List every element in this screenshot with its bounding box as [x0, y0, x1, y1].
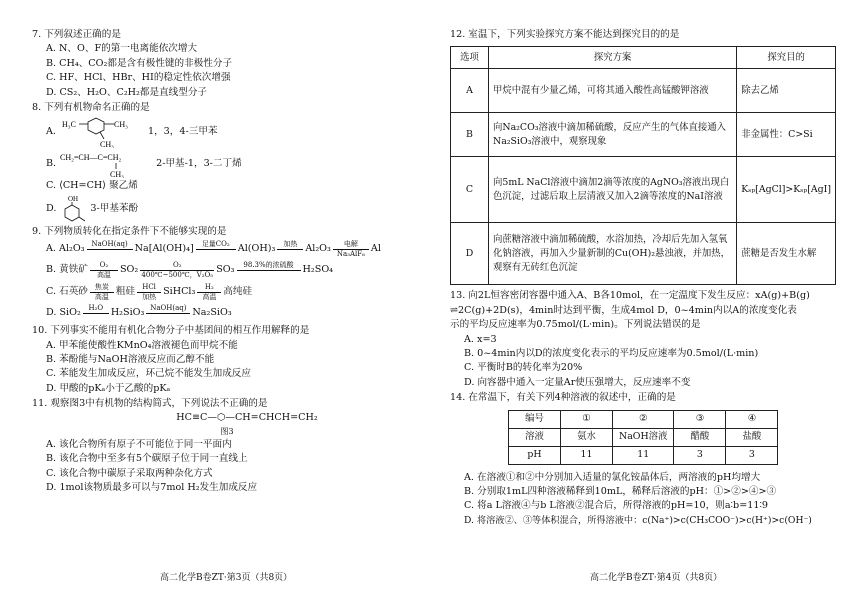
- option-a: A. N、O、F的第一电离能依次增大: [46, 43, 198, 55]
- table-cell: 11: [561, 446, 613, 464]
- condition: NaOH(aq): [150, 303, 187, 312]
- table-cell: Kₛₚ[AgCl]>Kₛₚ[AgI]: [737, 157, 836, 223]
- table-cell: 氨水: [561, 428, 613, 446]
- question-14: [450, 391, 836, 527]
- table-cell: 向Na₂CO₃溶液中滴加稀硫酸，反应产生的气体直接通入Na₂SiO₃溶液中，观察现象: [489, 113, 737, 157]
- option-c: C. ⟨CH=CH⟩ 聚乙烯: [46, 180, 138, 192]
- option-b: B. 0~4min内以D的浓度变化表示的平均反应速率为0.5mol/(L·min): [464, 347, 759, 359]
- condition: NaOH(aq): [91, 239, 128, 248]
- table-cell: 向5mL NaCl溶液中滴加2滴等浓度的AgNO₃溶液出现白色沉淀，过滤后取上层清液又加入2滴等浓度的NaI溶液: [489, 157, 737, 223]
- option-b: B. CH₄、CO₂都是含有极性键的非极性分子: [46, 57, 233, 69]
- option-c: C. 该化合物中碳原子采取两种杂化方式: [46, 467, 213, 479]
- table-cell: 盐酸: [726, 428, 778, 446]
- page-footer-left: 高二化学B卷ZT·第3页（共8页）: [160, 573, 293, 583]
- table-cell: C: [451, 157, 489, 223]
- svg-text:CH₃: CH₃: [110, 170, 125, 179]
- methylbutadiene-structure: [60, 150, 156, 178]
- question-7: [32, 28, 422, 100]
- left-column: [32, 28, 422, 496]
- option-c: C. 苯能发生加成反应，环己烷不能发生加成反应: [46, 368, 251, 380]
- reaction-arrow: [90, 262, 118, 279]
- table-cell: 醋酸: [674, 428, 726, 446]
- table-cell: NaOH溶液: [613, 428, 674, 446]
- table-cell: ④: [726, 410, 778, 428]
- methylphenol-structure: [60, 194, 90, 224]
- option-a: [32, 239, 422, 259]
- species: Na[Al(OH)₄]: [134, 242, 194, 254]
- reaction-arrow: [197, 284, 221, 301]
- option-c: [32, 281, 422, 303]
- table-row: [509, 410, 778, 428]
- species: H₂SiO₃: [110, 306, 145, 318]
- question-9: [32, 225, 422, 323]
- option-b: B. 分别取1mL四种溶液稀释到10mL，稀释后溶液的pH：①>②>④>③: [464, 485, 777, 497]
- reaction-arrow: [277, 241, 303, 258]
- option-name: 2-甲基-1，3-二丁烯: [156, 158, 242, 170]
- question-11: [32, 397, 422, 495]
- species: Al: [370, 242, 381, 254]
- option-label: B.: [46, 158, 57, 170]
- table-cell: B: [451, 113, 489, 157]
- species: SiHCl₃: [163, 285, 196, 297]
- species: C. 石英砂: [46, 285, 88, 297]
- solution-table: [508, 410, 778, 465]
- species: Na₂SiO₃: [192, 306, 232, 318]
- species: 高纯硅: [223, 285, 253, 297]
- species: D. SiO₂: [46, 306, 81, 318]
- option-d: D. 1mol该物质最多可以与7mol H₂发生加成反应: [46, 482, 258, 494]
- reaction-arrow: [237, 262, 301, 279]
- question-stem: 8. 下列有机物命名正确的是: [32, 101, 150, 113]
- table-cell: ③: [674, 410, 726, 428]
- option-c: C. 平衡时B的转化率为20%: [464, 362, 583, 374]
- reaction-arrow: [333, 241, 369, 258]
- question-13: [450, 289, 836, 390]
- table-cell: 蔗糖是否发生水解: [737, 223, 836, 285]
- table-cell: D: [451, 223, 489, 285]
- svg-text:CH₃: CH₃: [99, 140, 114, 149]
- table-row: [451, 113, 836, 157]
- table-cell: ①: [561, 410, 613, 428]
- table-header-row: [451, 47, 836, 69]
- species: B. 黄铁矿: [46, 263, 88, 275]
- right-column: [450, 28, 836, 528]
- table-row: [451, 69, 836, 113]
- experiment-table: [450, 46, 836, 285]
- condition: Na₃AlF₆: [336, 249, 365, 258]
- condition: O₂: [99, 260, 109, 269]
- option-c: C. HF、HCl、HBr、HI的稳定性依次增强: [46, 72, 231, 84]
- species: H₂SO₄: [302, 263, 334, 275]
- condition: 400℃~500℃，V₂O₅: [141, 270, 214, 279]
- structure-figure: [32, 411, 422, 437]
- option-a: A. 在溶液①和②中分别加入适量的氯化铵晶体后，两溶液的pH均增大: [464, 471, 761, 483]
- table-cell: A: [451, 69, 489, 113]
- condition: 加热: [142, 292, 157, 301]
- condition: 电解: [343, 239, 358, 248]
- option-d: D. 向容器中通入一定量Ar使压强增大，反应速率不变: [464, 376, 691, 388]
- question-stem: 10. 下列事实不能用有机化合物分子中基团间的相互作用解释的是: [32, 325, 310, 337]
- option-d: D. 甲酸的pKₐ小于乙酸的pKₐ: [46, 382, 171, 394]
- page-footer-right: 高二化学B卷ZT·第4页（共8页）: [590, 573, 723, 583]
- table-cell: 非金属性：C>Si: [737, 113, 836, 157]
- question-12: [450, 28, 836, 285]
- table-cell: 除去乙烯: [737, 69, 836, 113]
- table-cell: 甲烷中混有少量乙烯，可将其通入酸性高锰酸钾溶液: [489, 69, 737, 113]
- reaction-arrow: [83, 305, 109, 322]
- species: Al₂O₃: [305, 242, 331, 254]
- column-header: 探究方案: [489, 47, 737, 69]
- condition: HCl: [142, 282, 156, 291]
- table-row: [509, 446, 778, 464]
- option-a: [32, 115, 422, 149]
- question-stem-cont: ⇌2C(g)+2D(s)，4min时达到平衡，生成4mol D，0~4min内以A的浓度变化表: [450, 304, 797, 316]
- option-b: B. 该化合物中至多有5个碳原子位于同一直线上: [46, 453, 248, 465]
- option-label: D.: [46, 202, 57, 214]
- column-header: 探究目的: [737, 47, 836, 69]
- species: SO₃: [216, 263, 235, 275]
- table-row: [451, 157, 836, 223]
- species: 粗硅: [115, 285, 136, 297]
- table-cell: 11: [613, 446, 674, 464]
- species: Al(OH)₃: [237, 242, 276, 254]
- condition: 焦炭: [94, 282, 109, 291]
- option-b: [32, 259, 422, 281]
- table-cell: 溶液: [509, 428, 561, 446]
- trimethylbenzene-structure: [62, 116, 146, 148]
- reaction-arrow: [140, 262, 214, 279]
- table-row: [509, 428, 778, 446]
- table-cell: 编号: [509, 410, 561, 428]
- question-stem: 12. 室温下，下列实验探究方案不能达到探究目的的是: [450, 29, 680, 40]
- option-a: A. 甲苯能使酸性KMnO₄溶液褪色而甲烷不能: [46, 339, 238, 351]
- option-d: D. 将溶液②、③等体积混合，所得溶液中：c(Na⁺)>c(CH₃COO⁻)>c(H⁺)>c(OH⁻): [464, 514, 812, 526]
- svg-text:H₃C: H₃C: [61, 120, 76, 130]
- species: SO₂: [119, 263, 139, 275]
- question-stem: 14. 在常温下，有关下列4种溶液的叙述中，正确的是: [450, 392, 676, 404]
- reaction-arrow: [87, 241, 133, 258]
- svg-text:OH: OH: [68, 194, 79, 203]
- species: A. Al₂O₃: [46, 242, 85, 254]
- table-cell: 向蔗糖溶液中滴加稀硫酸，水浴加热，冷却后先加入氢氧化钠溶液，再加入少量新制的Cu(OH)₂悬浊液，并加热，观察有无砖红色沉淀: [489, 223, 737, 285]
- option-name: 3-甲基苯酚: [90, 202, 139, 214]
- question-stem: 7. 下列叙述正确的是: [32, 29, 121, 40]
- question-stem: 9. 下列物质转化在指定条件下不能够实现的是: [32, 225, 227, 237]
- reaction-arrow: [137, 284, 161, 301]
- question-stem-cont: 示的平均反应速率为0.75mol/(L·min)。下列说法错误的是: [450, 319, 701, 331]
- option-label: A.: [46, 126, 56, 138]
- reaction-arrow: [90, 284, 114, 301]
- condition: 高温: [202, 292, 217, 301]
- option-b: [32, 149, 422, 179]
- svg-text:CH₃: CH₃: [113, 120, 128, 130]
- svg-text:CH₂=CH—C=CH₂: CH₂=CH—C=CH₂: [60, 153, 122, 163]
- table-cell: 3: [726, 446, 778, 464]
- question-stem: 13. 向2L恒容密闭容器中通入A、B各10mol，在一定温度下发生反应：xA(g)+B(g): [450, 290, 810, 302]
- table-row: [451, 223, 836, 285]
- option-b: B. 苯酚能与NaOH溶液反应而乙醇不能: [46, 353, 215, 365]
- condition: 98.3%的浓硫酸: [243, 260, 294, 269]
- condition: H₂O: [88, 303, 104, 312]
- figure-caption: 图3: [220, 426, 234, 436]
- option-a: A. 该化合物所有原子不可能位于同一平面内: [46, 438, 232, 450]
- condition: H₂: [204, 282, 214, 291]
- table-cell: pH: [509, 446, 561, 464]
- reaction-arrow: [146, 305, 190, 322]
- question-10: [32, 324, 422, 396]
- option-d: D. CS₂、H₂O、C₂H₂都是直线型分子: [46, 86, 208, 98]
- table-cell: ②: [613, 410, 674, 428]
- condition: O₂: [172, 260, 182, 269]
- reaction-arrow: [196, 241, 236, 258]
- condition: 足量CO₂: [201, 239, 230, 248]
- question-stem: 11. 观察图3中有机物的结构简式，下列说法不正确的是: [32, 398, 268, 410]
- option-a: A. x=3: [464, 333, 497, 345]
- option-d: [32, 303, 422, 323]
- option-d: [32, 194, 422, 224]
- question-8: [32, 101, 422, 224]
- option-c: C. 将a L溶液④与b L溶液②混合后，所得溶液的pH=10，则a∶b=11∶9: [464, 500, 769, 512]
- structural-formula: HC≡C—⬡—CH=CHCH=CH₂: [176, 412, 318, 424]
- column-header: 选项: [451, 47, 489, 69]
- condition: 加热: [283, 239, 298, 248]
- table-cell: 3: [674, 446, 726, 464]
- option-name: 1，3，4-三甲苯: [147, 126, 218, 138]
- condition: 高温: [96, 270, 111, 279]
- condition: 高温: [94, 292, 109, 301]
